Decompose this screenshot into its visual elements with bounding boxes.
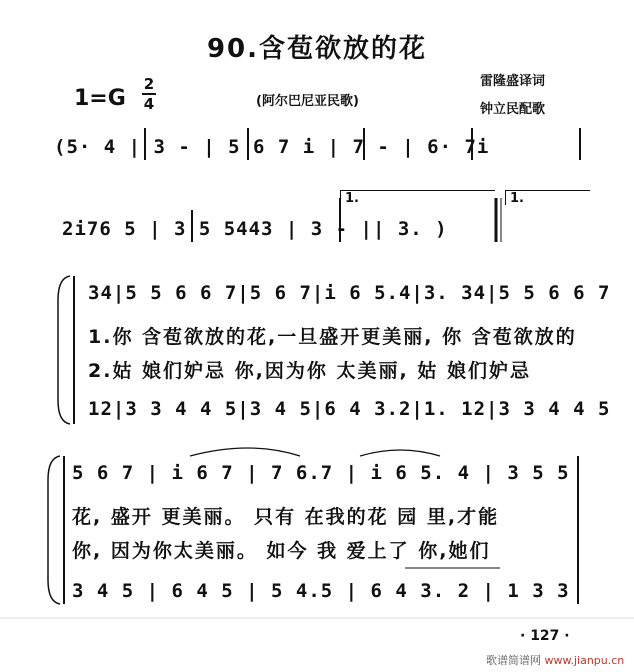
arranger-credit: 钟立民配歌 <box>480 102 546 117</box>
system2-lyrics-verse2: 你, 因为你太美丽。 如今 我 爱上了 你,她们 <box>72 540 491 562</box>
system2-melody: 5 6 7 | i 6 7 | 7 6.7 | i 6 5. 4 | 3 5 5 <box>72 462 570 484</box>
system1-lyrics-verse2: 2.姑 娘们妒忌 你,因为你 太美丽, 姑 娘们妒忌 <box>88 360 531 382</box>
watermark-left: 歌谱简谱网 <box>486 654 541 667</box>
system2-harmony: 3 4 5 | 6 4 5 | 5 4.5 | 6 4 3. 2 | 1 3 3 <box>72 580 570 602</box>
system2-lyrics-verse1: 花, 盛开 更美丽。 只有 在我的花 园 里,才能 <box>72 506 500 528</box>
song-origin: (阿尔巴尼亚民歌) <box>256 94 359 109</box>
volta-bracket-2: 1. <box>505 190 590 205</box>
meter-top: 2 <box>143 75 155 93</box>
page-number: · 127 · <box>520 628 570 644</box>
song-title: 90.含苞欲放的花 <box>206 34 428 64</box>
system1-lyrics-verse1: 1.你 含苞欲放的花,一旦盛开更美丽, 你 含苞欲放的 <box>88 326 577 348</box>
intro-line-2: 2i76 5 | 3 5 5443 | 3 - || 3. ) <box>62 218 448 240</box>
translator-credit: 雷隆盛译词 <box>480 74 546 89</box>
meter-bottom: 4 <box>143 95 155 113</box>
volta-bracket-1: 1. <box>340 190 495 205</box>
tie-arc <box>190 448 300 456</box>
system2-bracket <box>48 456 60 604</box>
watermark <box>486 652 624 668</box>
key-signature: 1=G <box>74 86 126 111</box>
system1-bracket <box>58 276 70 424</box>
watermark-right: www.jianpu.cn <box>544 654 625 667</box>
system1-melody: 34|5 5 6 6 7|5 6 7|i 6 5.4|3. 34|5 5 6 6 7 <box>88 282 611 304</box>
system1-harmony: 12|3 3 4 4 5|3 4 5|6 4 3.2|1. 12|3 3 4 4 5 <box>88 398 611 420</box>
tie-arc <box>360 450 440 456</box>
intro-line-1: (5· 4 | 3 - | 5 6 7 i | 7 - | 6· 7i <box>54 136 490 158</box>
